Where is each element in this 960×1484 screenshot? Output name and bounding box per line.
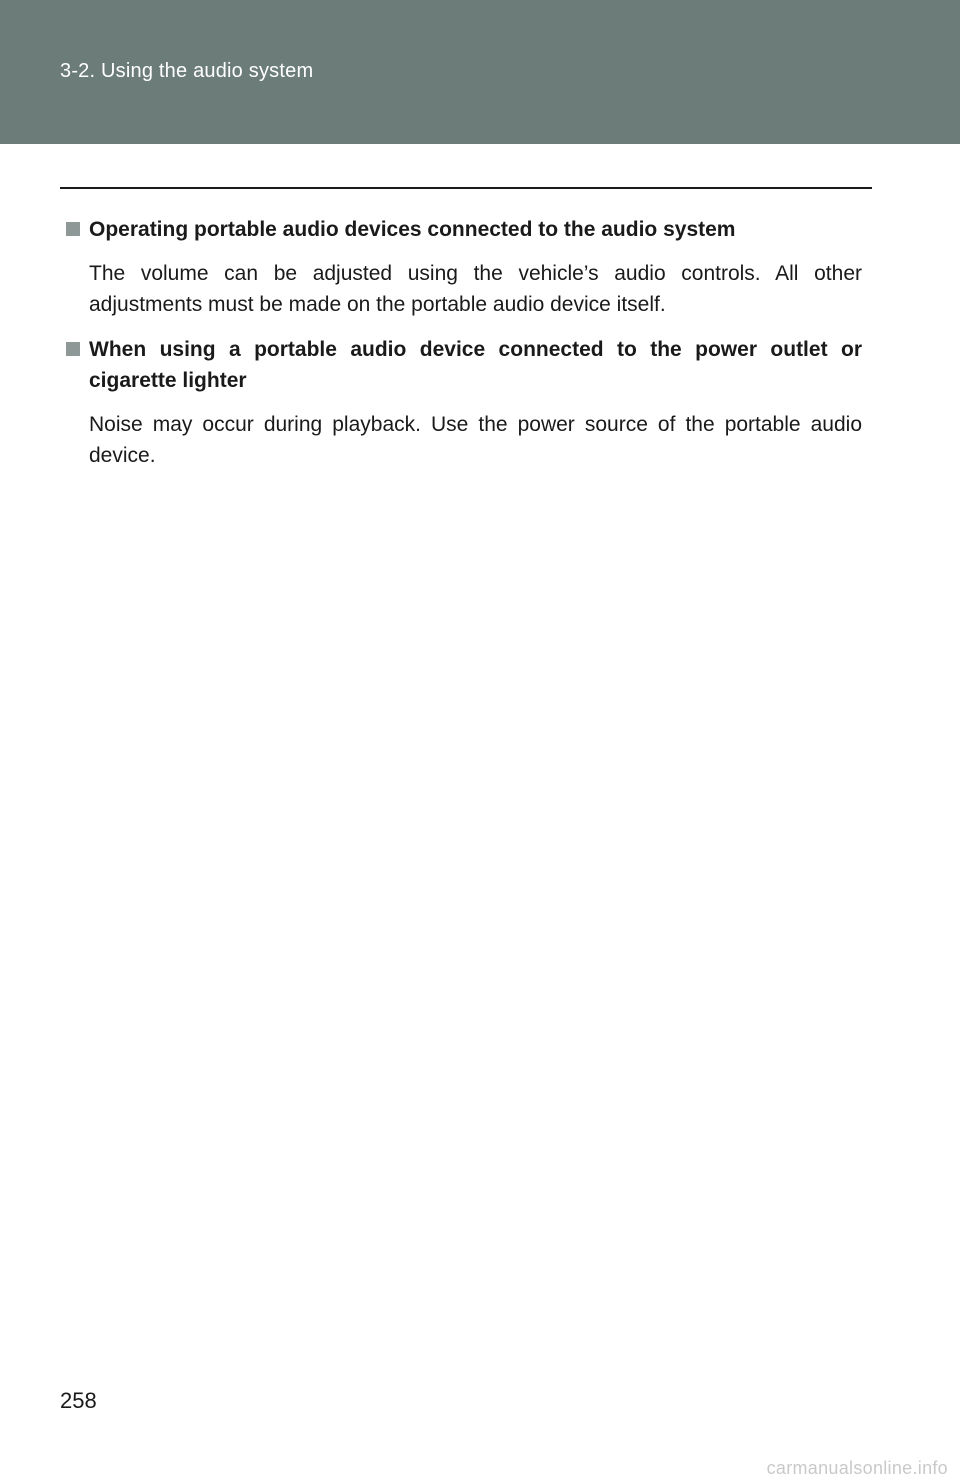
- content: [66, 214, 862, 485]
- page-number: 258: [60, 1388, 97, 1413]
- item-heading-text: When using a portable audio device connected to the power outlet or cigarette lighter: [89, 338, 862, 392]
- divider-rule: [60, 187, 872, 189]
- info-item: [66, 334, 862, 471]
- square-bullet-icon: [66, 222, 80, 236]
- watermark: carmanualsonline.info: [766, 1458, 948, 1478]
- square-bullet-icon: [66, 342, 80, 356]
- item-body: The volume can be adjusted using the vehicle’s audio controls. All other adjustments must be made on the portable audio device itself.: [89, 262, 862, 316]
- section-title: 3-2. Using the audio system: [60, 60, 314, 82]
- info-item: [66, 214, 862, 320]
- item-body: Noise may occur during playback. Use the power source of the portable audio device.: [89, 413, 862, 467]
- item-heading-text: Operating portable audio devices connected to the audio system: [89, 218, 736, 241]
- item-heading: [66, 214, 862, 245]
- header-band: [0, 0, 960, 144]
- item-heading: [66, 334, 862, 396]
